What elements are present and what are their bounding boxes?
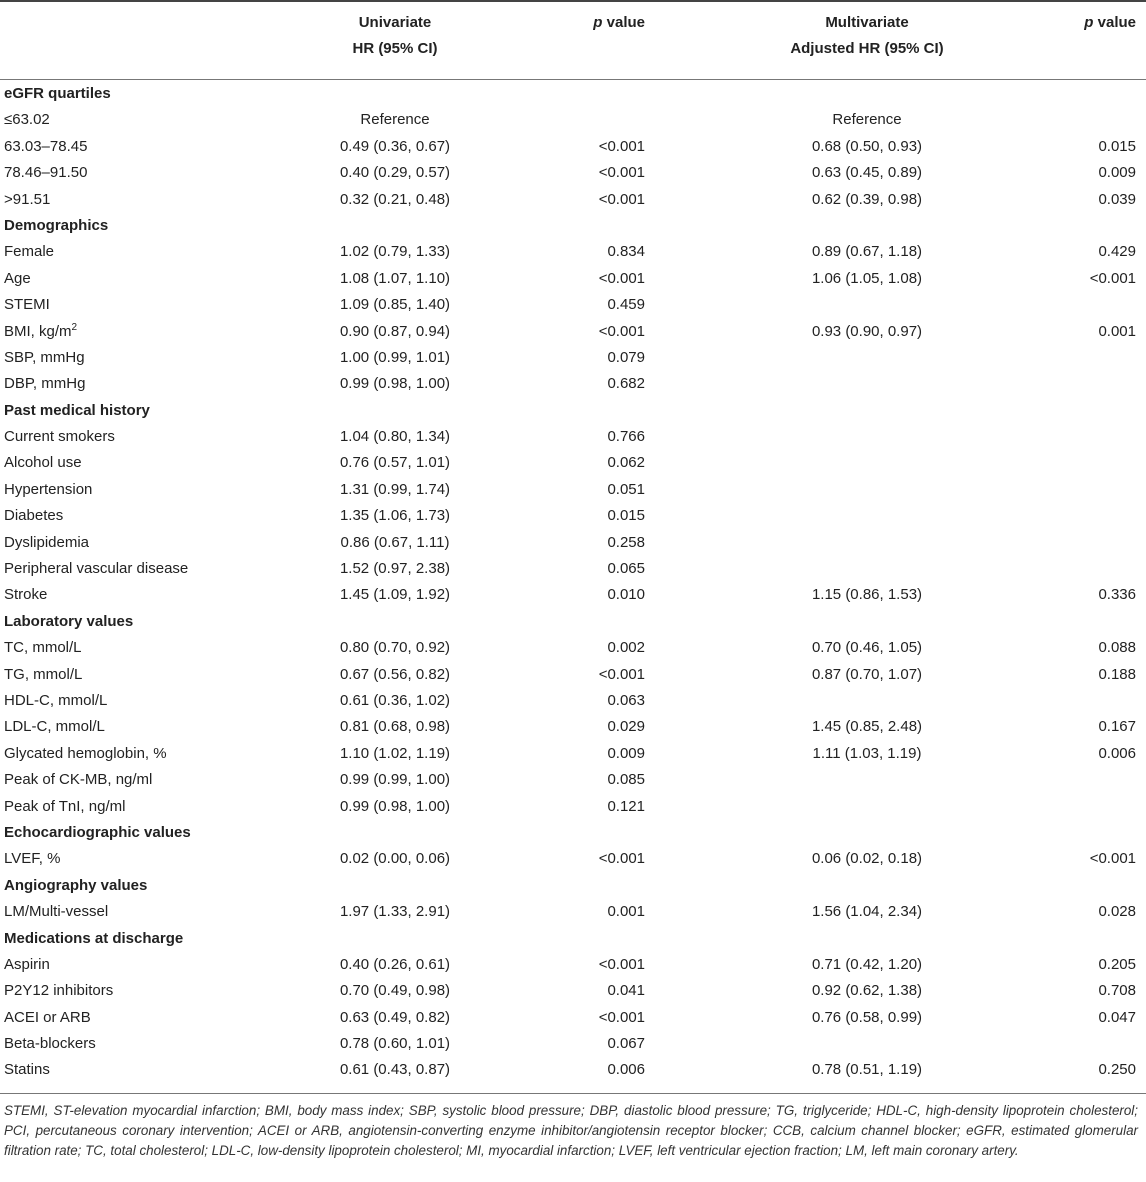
multivariate-p-cell: 0.009 xyxy=(1098,164,1136,182)
variable-label xyxy=(4,134,87,160)
variable-label-text: Glycated hemoglobin, % xyxy=(4,744,167,762)
variable-label-text: Female xyxy=(4,243,55,261)
variable-label-text: Angiography values xyxy=(4,876,148,894)
variable-label xyxy=(4,714,105,740)
variable-label-text: Peak of CK-MB, ng/ml xyxy=(4,771,153,789)
variable-label-text: >91.51 xyxy=(4,190,51,208)
variable-label-text: SBP, mmHg xyxy=(4,348,85,366)
table-row xyxy=(0,292,1146,318)
table-row xyxy=(0,741,1146,767)
header-p-rest: value xyxy=(1093,14,1136,31)
table-body xyxy=(0,81,1146,1084)
univariate-p-cell: 0.041 xyxy=(607,982,645,1000)
multivariate-p-cell: 0.001 xyxy=(1098,322,1136,340)
univariate-hr-cell: Reference xyxy=(360,111,430,129)
multivariate-hr-cell: 0.92 (0.62, 1.38) xyxy=(811,982,923,1000)
variable-label-text: LDL-C, mmol/L xyxy=(4,718,105,736)
multivariate-p-cell: 0.188 xyxy=(1098,665,1136,683)
univariate-hr-cell: 0.99 (0.99, 1.00) xyxy=(339,771,451,789)
univariate-p-cell: 0.063 xyxy=(607,691,645,709)
multivariate-hr-cell: 0.93 (0.90, 0.97) xyxy=(811,322,923,340)
univariate-hr-cell: 0.40 (0.29, 0.57) xyxy=(339,164,451,182)
variable-label-text: LM/Multi-vessel xyxy=(4,903,109,921)
multivariate-hr-cell: 0.78 (0.51, 1.19) xyxy=(811,1061,923,1079)
table-row xyxy=(0,371,1146,397)
header-p-rest: value xyxy=(602,14,645,31)
variable-label xyxy=(4,688,107,714)
section-header-row xyxy=(0,398,1146,424)
variable-label-text: Hypertension xyxy=(4,480,93,498)
univariate-p-cell: 0.459 xyxy=(607,296,645,314)
variable-label-text: Medications at discharge xyxy=(4,929,184,947)
univariate-p-cell: 0.006 xyxy=(607,1061,645,1079)
variable-label-text: 63.03–78.45 xyxy=(4,137,88,155)
variable-label xyxy=(4,635,82,661)
univariate-p-cell: 0.766 xyxy=(607,428,645,446)
header-multivariate xyxy=(767,10,967,62)
table-row xyxy=(0,450,1146,476)
table-row xyxy=(0,714,1146,740)
variable-label-text: Current smokers xyxy=(4,428,115,446)
section-header-row xyxy=(0,609,1146,635)
variable-label xyxy=(4,160,87,186)
variable-label xyxy=(4,424,115,450)
univariate-p-cell: 0.682 xyxy=(607,375,645,393)
table-footnote: STEMI, ST-elevation myocardial infarction; BMI, body mass index; SBP, systolic blood pressure; DBP, diastolic blood pressure; TG, triglyceride; HDL-C, high-density lipoprotein cholesterol; PCI, percutaneous coronary intervention; ACEI or ARB, angiotensin-converting enzyme inhibitor/angiotensin receptor blocker; CCB, calcium channel blocker; eGFR, estimated glomerular filtration rate; TC, total cholesterol; LDL-C, low-density lipoprotein cholesterol; MI, myocardial infarction; LVEF, left ventricular ejection fraction; LM, left main coronary artery. xyxy=(4,1103,1138,1158)
table-row xyxy=(0,688,1146,714)
multivariate-p-cell: 0.047 xyxy=(1098,1008,1136,1026)
univariate-p-cell: 0.067 xyxy=(607,1035,645,1053)
univariate-p-cell: 0.029 xyxy=(607,718,645,736)
multivariate-p-cell: 0.028 xyxy=(1098,903,1136,921)
univariate-hr-cell: 0.78 (0.60, 1.01) xyxy=(339,1035,451,1053)
variable-label xyxy=(4,582,47,608)
multivariate-hr-cell: Reference xyxy=(832,111,902,129)
multivariate-hr-cell: 1.15 (0.86, 1.53) xyxy=(811,586,923,604)
univariate-hr-cell: 0.99 (0.98, 1.00) xyxy=(339,797,451,815)
variable-label-text: P2Y12 inhibitors xyxy=(4,982,114,1000)
univariate-hr-cell: 0.61 (0.36, 1.02) xyxy=(339,691,451,709)
variable-label-text: Alcohol use xyxy=(4,454,82,472)
table-row xyxy=(0,424,1146,450)
table-row xyxy=(0,107,1146,133)
univariate-hr-cell: 1.08 (1.07, 1.10) xyxy=(339,269,451,287)
univariate-hr-cell: 0.76 (0.57, 1.01) xyxy=(339,454,451,472)
univariate-p-cell: 0.258 xyxy=(607,533,645,551)
multivariate-hr-cell: 0.87 (0.70, 1.07) xyxy=(811,665,923,683)
variable-label-text: Beta-blockers xyxy=(4,1035,96,1053)
univariate-p-cell: 0.085 xyxy=(607,771,645,789)
variable-label xyxy=(4,978,113,1004)
univariate-hr-cell: 0.63 (0.49, 0.82) xyxy=(339,1008,451,1026)
multivariate-p-cell: 0.088 xyxy=(1098,639,1136,657)
variable-label xyxy=(4,899,108,925)
variable-label-text: HDL-C, mmol/L xyxy=(4,691,108,709)
variable-label-text: ≤63.02 xyxy=(4,111,50,129)
section-label xyxy=(4,213,108,239)
multivariate-hr-cell: 0.76 (0.58, 0.99) xyxy=(811,1008,923,1026)
header-multivariate-line2: Adjusted HR (95% CI) xyxy=(790,40,944,57)
variable-label-text: eGFR quartiles xyxy=(4,85,111,102)
univariate-p-cell: 0.065 xyxy=(607,560,645,578)
table-row xyxy=(0,1057,1146,1083)
variable-label xyxy=(4,450,82,476)
section-label xyxy=(4,926,183,952)
header-multivariate-line1: Multivariate xyxy=(825,14,909,31)
table-row xyxy=(0,794,1146,820)
univariate-p-cell: <0.001 xyxy=(598,955,645,973)
multivariate-hr-cell: 0.62 (0.39, 0.98) xyxy=(811,190,923,208)
variable-label xyxy=(4,1031,96,1057)
univariate-hr-cell: 1.10 (1.02, 1.19) xyxy=(339,744,451,762)
multivariate-hr-cell: 1.11 (1.03, 1.19) xyxy=(812,744,922,762)
table-row xyxy=(0,503,1146,529)
univariate-hr-cell: 0.49 (0.36, 0.67) xyxy=(339,137,451,155)
variable-label-text: Diabetes xyxy=(4,507,64,525)
table-row xyxy=(0,556,1146,582)
univariate-hr-cell: 1.02 (0.79, 1.33) xyxy=(339,243,451,261)
header-univariate-line2: HR (95% CI) xyxy=(352,40,438,57)
section-label xyxy=(4,873,147,899)
table-row xyxy=(0,978,1146,1004)
multivariate-p-cell: 0.167 xyxy=(1098,718,1136,736)
section-header-row xyxy=(0,820,1146,846)
multivariate-p-cell: 0.205 xyxy=(1098,955,1136,973)
univariate-hr-cell: 0.86 (0.67, 1.11) xyxy=(340,533,450,551)
table-bottom-rule xyxy=(0,1093,1146,1094)
header-univariate xyxy=(295,10,495,62)
header-univariate-line1: Univariate xyxy=(358,14,432,31)
table-row xyxy=(0,1005,1146,1031)
variable-label-text: TC, mmol/L xyxy=(4,639,82,657)
section-label xyxy=(4,820,191,846)
variable-label xyxy=(4,556,188,582)
table-row xyxy=(0,899,1146,925)
univariate-hr-cell: 0.99 (0.98, 1.00) xyxy=(339,375,451,393)
multivariate-p-cell: 0.336 xyxy=(1098,586,1136,604)
header-multivariate-p-value xyxy=(990,10,1136,36)
univariate-hr-cell: 0.80 (0.70, 0.92) xyxy=(339,639,451,657)
univariate-p-cell: <0.001 xyxy=(598,164,645,182)
univariate-hr-cell: 1.35 (1.06, 1.73) xyxy=(339,507,451,525)
variable-label-text: ACEI or ARB xyxy=(4,1008,91,1026)
variable-label-text: Peak of TnI, ng/ml xyxy=(4,797,126,815)
variable-label xyxy=(4,530,89,556)
variable-label xyxy=(4,187,50,213)
multivariate-hr-cell: 1.45 (0.85, 2.48) xyxy=(811,718,923,736)
variable-label xyxy=(4,662,82,688)
table-row xyxy=(0,477,1146,503)
multivariate-hr-cell: 0.71 (0.42, 1.20) xyxy=(811,955,923,973)
univariate-hr-cell: 0.81 (0.68, 0.98) xyxy=(339,718,451,736)
table-row xyxy=(0,767,1146,793)
univariate-p-cell: 0.002 xyxy=(607,639,645,657)
univariate-hr-cell: 1.04 (0.80, 1.34) xyxy=(339,428,451,446)
multivariate-p-cell: 0.015 xyxy=(1098,137,1136,155)
variable-label-text: Peripheral vascular disease xyxy=(4,560,189,578)
univariate-hr-cell: 0.02 (0.00, 0.06) xyxy=(339,850,451,868)
univariate-p-cell: <0.001 xyxy=(598,137,645,155)
multivariate-p-cell: <0.001 xyxy=(1089,850,1136,868)
variable-label-text: Dyslipidemia xyxy=(4,533,90,551)
variable-label xyxy=(4,741,167,767)
univariate-hr-cell: 1.97 (1.33, 2.91) xyxy=(339,903,451,921)
univariate-hr-cell: 0.40 (0.26, 0.61) xyxy=(339,955,451,973)
variable-label-text: DBP, mmHg xyxy=(4,375,86,393)
variable-label xyxy=(4,1005,91,1031)
univariate-p-cell: <0.001 xyxy=(598,269,645,287)
variable-label xyxy=(4,371,85,397)
table-row xyxy=(0,846,1146,872)
variable-label-text: TG, mmol/L xyxy=(4,665,83,683)
table-row xyxy=(0,1031,1146,1057)
univariate-hr-cell: 1.00 (0.99, 1.01) xyxy=(339,348,451,366)
multivariate-p-cell: 0.708 xyxy=(1098,982,1136,1000)
section-header-row xyxy=(0,81,1146,107)
section-header-row xyxy=(0,873,1146,899)
variable-label xyxy=(4,319,77,345)
multivariate-hr-cell: 0.70 (0.46, 1.05) xyxy=(811,639,923,657)
section-label xyxy=(4,609,133,635)
table-row xyxy=(0,952,1146,978)
univariate-p-cell: 0.015 xyxy=(607,507,645,525)
univariate-hr-cell: 1.31 (0.99, 1.74) xyxy=(339,480,451,498)
multivariate-hr-cell: 1.56 (1.04, 2.34) xyxy=(811,903,923,921)
table-row xyxy=(0,635,1146,661)
variable-label xyxy=(4,767,152,793)
table-row xyxy=(0,530,1146,556)
multivariate-hr-cell: 0.68 (0.50, 0.93) xyxy=(811,137,923,155)
unit-superscript: 2 xyxy=(71,321,78,333)
univariate-p-cell: 0.009 xyxy=(607,744,645,762)
multivariate-p-cell: 0.250 xyxy=(1098,1061,1136,1079)
table-row xyxy=(0,134,1146,160)
variable-label-text: Laboratory values xyxy=(4,612,134,630)
section-label xyxy=(4,81,111,107)
univariate-p-cell: 0.010 xyxy=(607,586,645,604)
multivariate-hr-cell: 0.89 (0.67, 1.18) xyxy=(811,243,923,261)
multivariate-hr-cell: 0.06 (0.02, 0.18) xyxy=(811,850,923,868)
multivariate-p-cell: 0.006 xyxy=(1098,744,1136,762)
table-row xyxy=(0,160,1146,186)
univariate-p-cell: <0.001 xyxy=(598,190,645,208)
table-row xyxy=(0,345,1146,371)
section-header-row xyxy=(0,213,1146,239)
variable-label-text: LVEF, % xyxy=(4,850,61,868)
variable-label xyxy=(4,1057,50,1083)
univariate-p-cell: <0.001 xyxy=(598,322,645,340)
univariate-hr-cell: 1.45 (1.09, 1.92) xyxy=(339,586,451,604)
variable-label xyxy=(4,794,125,820)
variable-label-text: Stroke xyxy=(4,586,48,604)
variable-label xyxy=(4,952,50,978)
table-row xyxy=(0,266,1146,292)
univariate-p-cell: 0.834 xyxy=(607,243,645,261)
multivariate-hr-cell: 1.06 (1.05, 1.08) xyxy=(811,269,923,287)
univariate-p-cell: <0.001 xyxy=(598,665,645,683)
univariate-hr-cell: 0.70 (0.49, 0.98) xyxy=(339,982,451,1000)
table-row xyxy=(0,187,1146,213)
univariate-hr-cell: 0.67 (0.56, 0.82) xyxy=(339,665,451,683)
multivariate-hr-cell: 0.63 (0.45, 0.89) xyxy=(811,164,923,182)
variable-label-text: Demographics xyxy=(4,216,109,234)
header-p-italic: p xyxy=(593,14,603,31)
variable-label xyxy=(4,846,60,872)
univariate-hr-cell: 0.32 (0.21, 0.48) xyxy=(339,190,451,208)
table-row xyxy=(0,239,1146,265)
header-rule xyxy=(0,79,1146,80)
section-label xyxy=(4,398,150,424)
variable-label-text: Statins xyxy=(4,1061,50,1079)
multivariate-p-cell: 0.039 xyxy=(1098,190,1136,208)
multivariate-p-cell: <0.001 xyxy=(1089,269,1136,287)
variable-label xyxy=(4,239,54,265)
variable-label-text: BMI, kg/m xyxy=(4,322,72,340)
table-row xyxy=(0,319,1146,345)
univariate-hr-cell: 1.09 (0.85, 1.40) xyxy=(339,296,451,314)
variable-label-text: Age xyxy=(4,269,31,287)
variable-label-text: Past medical history xyxy=(4,401,150,419)
header-univariate-p-value xyxy=(500,10,645,36)
univariate-hr-cell: 0.90 (0.87, 0.94) xyxy=(339,322,451,340)
section-header-row xyxy=(0,926,1146,952)
variable-label xyxy=(4,345,85,371)
univariate-hr-cell: 1.52 (0.97, 2.38) xyxy=(339,560,451,578)
univariate-p-cell: <0.001 xyxy=(598,850,645,868)
variable-label-text: Aspirin xyxy=(4,955,50,973)
variable-label-text: Echocardiographic values xyxy=(4,823,191,841)
univariate-p-cell: <0.001 xyxy=(598,1008,645,1026)
univariate-p-cell: 0.051 xyxy=(607,480,645,498)
header-p-italic: p xyxy=(1084,14,1094,31)
univariate-p-cell: 0.062 xyxy=(607,454,645,472)
variable-label xyxy=(4,503,63,529)
table-row xyxy=(0,662,1146,688)
univariate-hr-cell: 0.61 (0.43, 0.87) xyxy=(339,1061,451,1079)
univariate-p-cell: 0.079 xyxy=(607,348,645,366)
variable-label xyxy=(4,107,50,133)
univariate-p-cell: 0.121 xyxy=(607,797,645,815)
variable-label-text: STEMI xyxy=(4,296,50,314)
multivariate-p-cell: 0.429 xyxy=(1098,243,1136,261)
table-row xyxy=(0,582,1146,608)
variable-label xyxy=(4,477,92,503)
univariate-p-cell: 0.001 xyxy=(607,903,645,921)
variable-label xyxy=(4,266,31,292)
table-top-rule xyxy=(0,0,1146,2)
variable-label xyxy=(4,292,50,318)
variable-label-text: 78.46–91.50 xyxy=(4,164,88,182)
